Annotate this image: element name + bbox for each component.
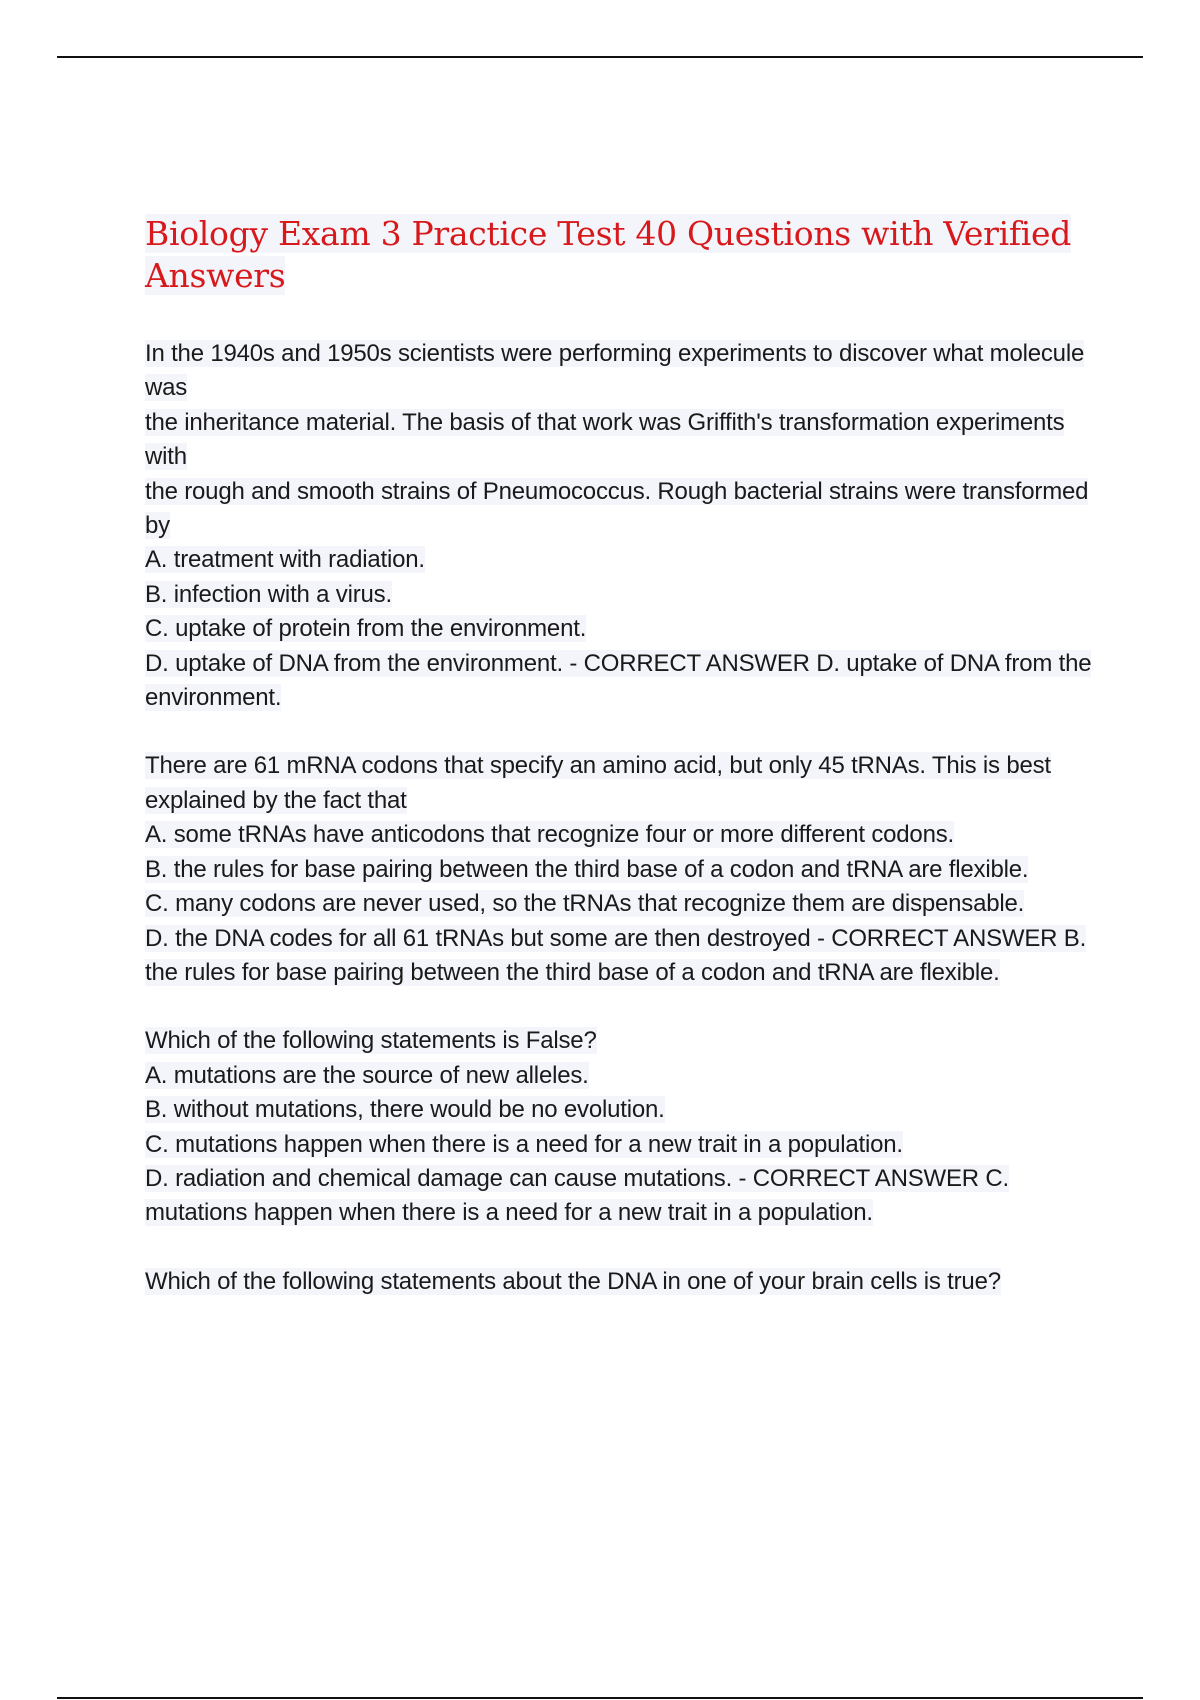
question-2-stem: There are 61 mRNA codons that specify an amino acid, but only 45 tRNAs. This is best explained by the fact that [145, 752, 1051, 814]
question-1-option-c: C. uptake of protein from the environment. [145, 615, 587, 643]
question-2-option-c: C. many codons are never used, so the tRNAs that recognize them are dispensable. [145, 890, 1025, 918]
bottom-rule [57, 1697, 1143, 1699]
question-3-option-a: A. mutations are the source of new alleles. [145, 1061, 589, 1089]
question-1-stem-line-1: In the 1940s and 1950s scientists were performing experiments to discover what molecule was [145, 340, 1085, 402]
top-rule [57, 56, 1143, 58]
question-3-option-d-answer: D. radiation and chemical damage can cause mutations. - CORRECT ANSWER C. mutations happen when there is a need for a new trait in a population. [145, 1164, 1009, 1227]
question-1-option-d-answer: D. uptake of DNA from the environment. - CORRECT ANSWER D. uptake of DNA from the environment. [145, 649, 1092, 712]
question-1 [145, 337, 1095, 715]
document-title-text: Biology Exam 3 Practice Test 40 Questions with Verified Answers [145, 214, 1072, 295]
question-4 [145, 1265, 1095, 1299]
question-3-option-c: C. mutations happen when there is a need for a new trait in a population. [145, 1130, 903, 1158]
question-3-option-b: B. without mutations, there would be no evolution. [145, 1096, 665, 1124]
question-1-option-b: B. infection with a virus. [145, 580, 392, 608]
question-2-option-d-answer: D. the DNA codes for all 61 tRNAs but some are then destroyed - CORRECT ANSWER B. the rules for base pairing between the third base of a codon and tRNA are flexible. [145, 924, 1087, 986]
question-2-option-b: B. the rules for base pairing between the third base of a codon and tRNA are flexible. [145, 855, 1029, 883]
question-2-option-a: A. some tRNAs have anticodons that recognize four or more different codons. [145, 821, 954, 849]
question-4-stem: Which of the following statements about the DNA in one of your brain cells is true? [145, 1267, 1001, 1295]
question-3 [145, 1024, 1095, 1230]
question-3-stem: Which of the following statements is False? [145, 1027, 597, 1055]
question-2 [145, 749, 1095, 990]
question-1-stem-line-3: the rough and smooth strains of Pneumococcus. Rough bacterial strains were transformed by [145, 477, 1089, 540]
question-1-stem-line-2: the inheritance material. The basis of that work was Griffith's transformation experiments with [145, 408, 1065, 471]
document-body [145, 213, 1095, 1333]
question-1-option-a: A. treatment with radiation. [145, 546, 425, 574]
document-title [145, 213, 1095, 297]
